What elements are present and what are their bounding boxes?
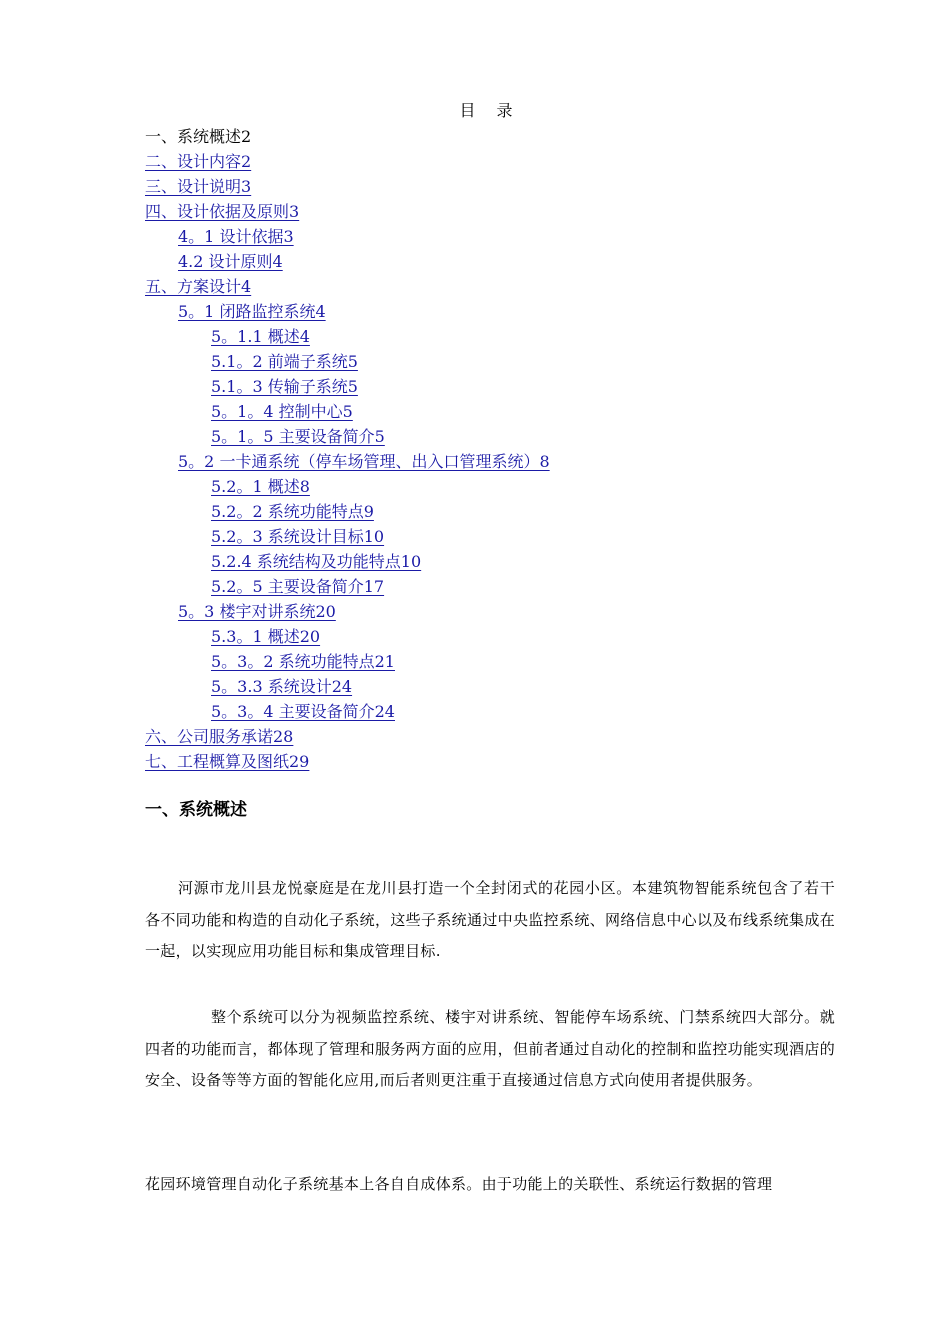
toc-entry-link[interactable]: 5。3 楼宇对讲系统20 [178,602,336,621]
toc-entry[interactable] [145,749,845,774]
toc-entry[interactable] [145,174,845,199]
toc-entry-link[interactable]: 5.1。3 传输子系统5 [211,377,358,396]
toc-entry-link[interactable]: 5.2。2 系统功能特点9 [211,502,374,521]
toc-entry-link[interactable]: 5.2。3 系统设计目标10 [211,527,385,546]
toc-entry[interactable] [145,599,845,624]
body-paragraph: 整个系统可以分为视频监控系统、楼宇对讲系统、智能停车场系统、门禁系统四大部分。就四者的功能而言，都体现了管理和服务两方面的应用，但前者通过自动化的控制和监控功能实现酒店的安全、设备等等方面的智能化应用,而后者则更注重于直接通过信息方式向使用者提供服务。 [145,1008,835,1089]
toc-entry[interactable] [145,524,845,549]
toc-entry[interactable] [145,549,845,574]
toc-entry[interactable] [145,674,845,699]
toc-entry-link[interactable]: 5。1。5 主要设备简介5 [211,427,385,446]
toc-entry[interactable] [145,624,845,649]
toc-entry[interactable] [145,424,845,449]
toc-entry[interactable] [145,574,845,599]
toc-entry [145,124,845,149]
toc-entry[interactable] [145,224,845,249]
table-of-contents [145,124,845,774]
toc-entry-link[interactable]: 5.3。1 概述20 [211,627,321,646]
toc-entry-link[interactable]: 六、公司服务承诺28 [145,727,294,746]
toc-entry-link[interactable]: 七、工程概算及图纸29 [145,752,310,771]
section-heading: 一、系统概述 [145,800,247,820]
toc-entry-link[interactable]: 5.2。1 概述8 [211,477,310,496]
toc-entry-link[interactable]: 5。1.1 概述4 [211,327,310,346]
toc-entry[interactable] [145,149,845,174]
toc-title: 目 录 [459,101,521,120]
toc-entry[interactable] [145,299,845,324]
toc-entry[interactable] [145,349,845,374]
body-paragraph: 花园环境管理自动化子系统基本上各自自成体系。由于功能上的关联性、系统运行数据的管理 [145,1175,773,1193]
toc-entry[interactable] [145,724,845,749]
toc-entry[interactable] [145,199,845,224]
toc-entry-link[interactable]: 5。1。4 控制中心5 [211,402,353,421]
toc-entry[interactable] [145,399,845,424]
toc-entry-link[interactable]: 5。1 闭路监控系统4 [178,302,326,321]
toc-entry[interactable] [145,274,845,299]
toc-entry-link[interactable]: 5。3。2 系统功能特点21 [211,652,395,671]
toc-entry-link[interactable]: 5。3.3 系统设计24 [211,677,353,696]
toc-entry[interactable] [145,249,845,274]
toc-entry[interactable] [145,649,845,674]
toc-entry-link[interactable]: 4.2 设计原则4 [178,252,283,271]
toc-entry-link[interactable]: 5。2 一卡通系统（停车场管理、出入口管理系统）8 [178,452,550,471]
toc-entry-link[interactable]: 5。3。4 主要设备简介24 [211,702,395,721]
toc-entry[interactable] [145,474,845,499]
toc-entry-link[interactable]: 4。1 设计依据3 [178,227,294,246]
toc-entry-link[interactable]: 五、方案设计4 [145,277,252,296]
toc-entry[interactable] [145,699,845,724]
toc-entry[interactable] [145,374,845,399]
toc-entry-link[interactable]: 5.2。5 主要设备简介17 [211,577,385,596]
toc-entry[interactable] [145,449,845,474]
toc-entry-link[interactable]: 四、设计依据及原则3 [145,202,300,221]
body-paragraph: 河源市龙川县龙悦豪庭是在龙川县打造一个全封闭式的花园小区。本建筑物智能系统包含了若干各不同功能和构造的自动化子系统，这些子系统通过中央监控系统、网络信息中心以及布线系统集成在一起，以实现应用功能目标和集成管理目标. [145,879,835,960]
toc-entry-link: 一、系统概述2 [145,127,252,146]
toc-entry[interactable] [145,324,845,349]
toc-entry-link[interactable]: 二、设计内容2 [145,152,252,171]
toc-entry[interactable] [145,499,845,524]
toc-entry-link[interactable]: 三、设计说明3 [145,177,252,196]
toc-entry-link[interactable]: 5.1。2 前端子系统5 [211,352,358,371]
toc-entry-link[interactable]: 5.2.4 系统结构及功能特点10 [211,552,422,571]
